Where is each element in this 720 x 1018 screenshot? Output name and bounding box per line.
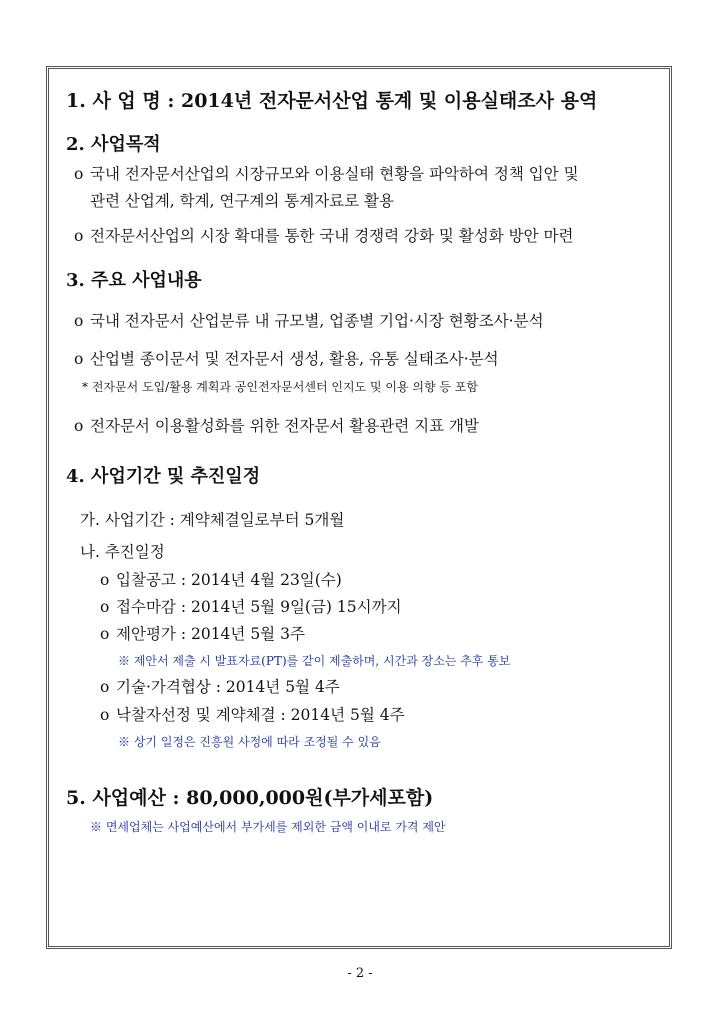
section-5-title: 5. 사업예산 : 80,000,000원(부가세포함) <box>66 787 434 809</box>
bullet-marker: o <box>74 417 84 435</box>
schedule-item-3 <box>100 622 305 644</box>
section-4-title: 4. 사업기간 및 추진일정 <box>66 466 261 487</box>
budget-note: ※ 면세업체는 사업예산에서 부가세를 제외한 금액 이내로 가격 제안 <box>90 820 446 834</box>
section-2-title: 2. 사업목적 <box>66 134 161 155</box>
page-number: - 2 - <box>347 966 373 981</box>
bullet-marker: o <box>100 625 110 643</box>
schedule-title: 나. 추진일정 <box>80 543 165 561</box>
purpose-item-2 <box>74 224 574 246</box>
section-3-title: 3. 주요 사업내용 <box>66 270 202 291</box>
purpose-item-1 <box>74 162 579 184</box>
purpose-item-1-line-1: 국내 전자문서산업의 시장규모와 이용실태 현황을 파악하여 정책 입안 및 <box>90 165 579 183</box>
bullet-marker: o <box>100 598 110 616</box>
schedule-item-4 <box>100 675 340 697</box>
schedule-item-2 <box>100 595 402 617</box>
bullet-marker: o <box>74 350 84 368</box>
schedule-item-2-text: 접수마감 : 2014년 5월 9일(금) 15시까지 <box>116 598 402 616</box>
bullet-marker: o <box>74 312 84 330</box>
schedule-note-2: ※ 상기 일정은 진흥원 사정에 따라 조정될 수 있음 <box>118 735 381 749</box>
purpose-item-1-line-2: 관련 산업계, 학계, 연구계의 통계자료로 활용 <box>90 192 395 210</box>
content-item-2 <box>74 347 499 369</box>
schedule-item-1-text: 입찰공고 : 2014년 4월 23일(수) <box>116 571 342 589</box>
content-item-3 <box>74 414 479 436</box>
content-note: * 전자문서 도입/활용 계획과 공인전자문서센터 인지도 및 이용 의향 등 포함 <box>82 380 478 394</box>
bullet-marker: o <box>74 227 84 245</box>
schedule-item-3-text: 제안평가 : 2014년 5월 3주 <box>116 625 305 643</box>
content-item-1-text: 국내 전자문서 산업분류 내 규모별, 업종별 기업·시장 현황조사·분석 <box>90 312 544 330</box>
schedule-note-1: ※ 제안서 제출 시 발표자료(PT)를 같이 제출하며, 시간과 장소는 추후 통보 <box>118 654 511 668</box>
bullet-marker: o <box>100 571 110 589</box>
content-item-2-text: 산업별 종이문서 및 전자문서 생성, 활용, 유통 실태조사·분석 <box>90 350 499 368</box>
schedule-item-5 <box>100 703 405 725</box>
content-item-3-text: 전자문서 이용활성화를 위한 전자문서 활용관련 지표 개발 <box>90 417 479 435</box>
content-item-1 <box>74 309 544 331</box>
bullet-marker: o <box>74 165 84 183</box>
section-1-title: 1. 사 업 명 : 2014년 전자문서산업 통계 및 이용실태조사 용역 <box>66 90 598 112</box>
schedule-item-4-text: 기술·가격협상 : 2014년 5월 4주 <box>116 678 340 696</box>
purpose-item-2-text: 전자문서산업의 시장 확대를 통한 국내 경쟁력 강화 및 활성화 방안 마련 <box>90 227 574 245</box>
bullet-marker: o <box>100 678 110 696</box>
schedule-item-5-text: 낙찰자선정 및 계약체결 : 2014년 5월 4주 <box>116 706 405 724</box>
schedule-item-1 <box>100 568 342 590</box>
bullet-marker: o <box>100 706 110 724</box>
project-period: 가. 사업기간 : 계약체결일로부터 5개월 <box>80 511 345 529</box>
